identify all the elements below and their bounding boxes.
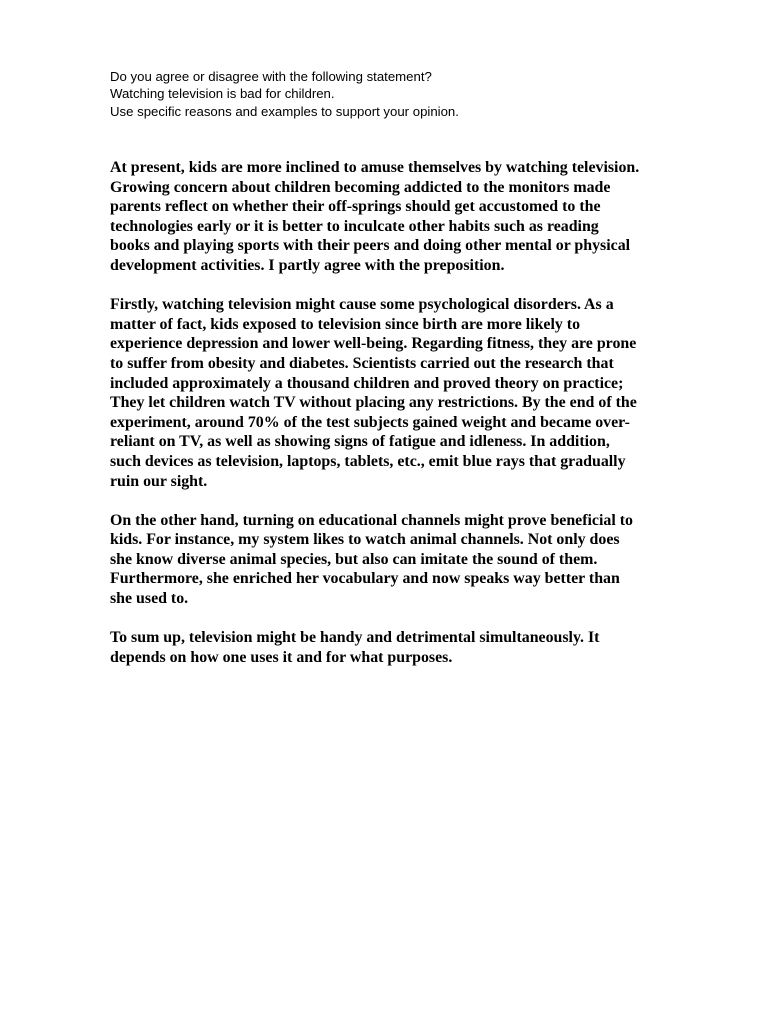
essay-line: experiment, around 70% of the test subjects gained weight and became over- <box>110 413 630 431</box>
essay-line: depends on how one uses it and for what purposes. <box>110 648 453 666</box>
prompt-line: Watching television is bad for children. <box>110 86 335 102</box>
essay-line: ruin our sight. <box>110 472 208 490</box>
essay-line: At present, kids are more inclined to amuse themselves by watching television. <box>110 159 640 176</box>
essay-line: Firstly, watching television might cause some psychological disorders. As a <box>110 296 614 314</box>
essay-line: kids. For instance, my system likes to watch animal channels. Not only does <box>110 531 620 549</box>
essay-paragraph-body-1 <box>110 295 715 491</box>
essay-line: Furthermore, she enriched her vocabulary and now speaks way better than <box>110 570 620 588</box>
essay-line: matter of fact, kids exposed to television since birth are more likely to <box>110 315 581 333</box>
essay-line: such devices as television, laptops, tablets, etc., emit blue rays that gradually <box>110 452 626 470</box>
essay-line: development activities. I partly agree with the preposition. <box>110 256 505 274</box>
essay-line: books and playing sports with their peers and doing other mental or physical <box>110 237 631 255</box>
essay-line: experience depression and lower well-being. Regarding fitness, they are prone <box>110 335 637 353</box>
essay-line: she used to. <box>110 590 189 608</box>
prompt-line: Use specific reasons and examples to support your opinion. <box>110 103 459 119</box>
essay-line: to suffer from obesity and diabetes. Scientists carried out the research that <box>110 354 614 372</box>
essay-line: she know diverse animal species, but also can imitate the sound of them. <box>110 550 598 568</box>
essay-paragraph-body-2 <box>110 511 715 609</box>
essay-paragraph-intro <box>110 158 715 276</box>
essay-paragraph-conclusion <box>110 628 715 667</box>
essay-line: technologies early or it is better to inculcate other habits such as reading <box>110 217 599 235</box>
essay-body <box>110 158 715 687</box>
essay-line: Growing concern about children becoming addicted to the monitors made <box>110 178 611 196</box>
essay-line: reliant on TV, as well as showing signs of fatigue and idleness. In addition, <box>110 433 610 451</box>
essay-line: On the other hand, turning on educational channels might prove beneficial to <box>110 511 633 529</box>
essay-line: They let children watch TV without placing any restrictions. By the end of the <box>110 394 637 412</box>
essay-line: To sum up, television might be handy and detrimental simultaneously. It <box>110 629 600 647</box>
essay-line: included approximately a thousand children and proved theory on practice; <box>110 374 624 392</box>
prompt-line: Do you agree or disagree with the following statement? <box>110 69 432 84</box>
essay-line: parents reflect on whether their off-springs should get accustomed to the <box>110 198 601 216</box>
essay-prompt <box>110 68 670 120</box>
